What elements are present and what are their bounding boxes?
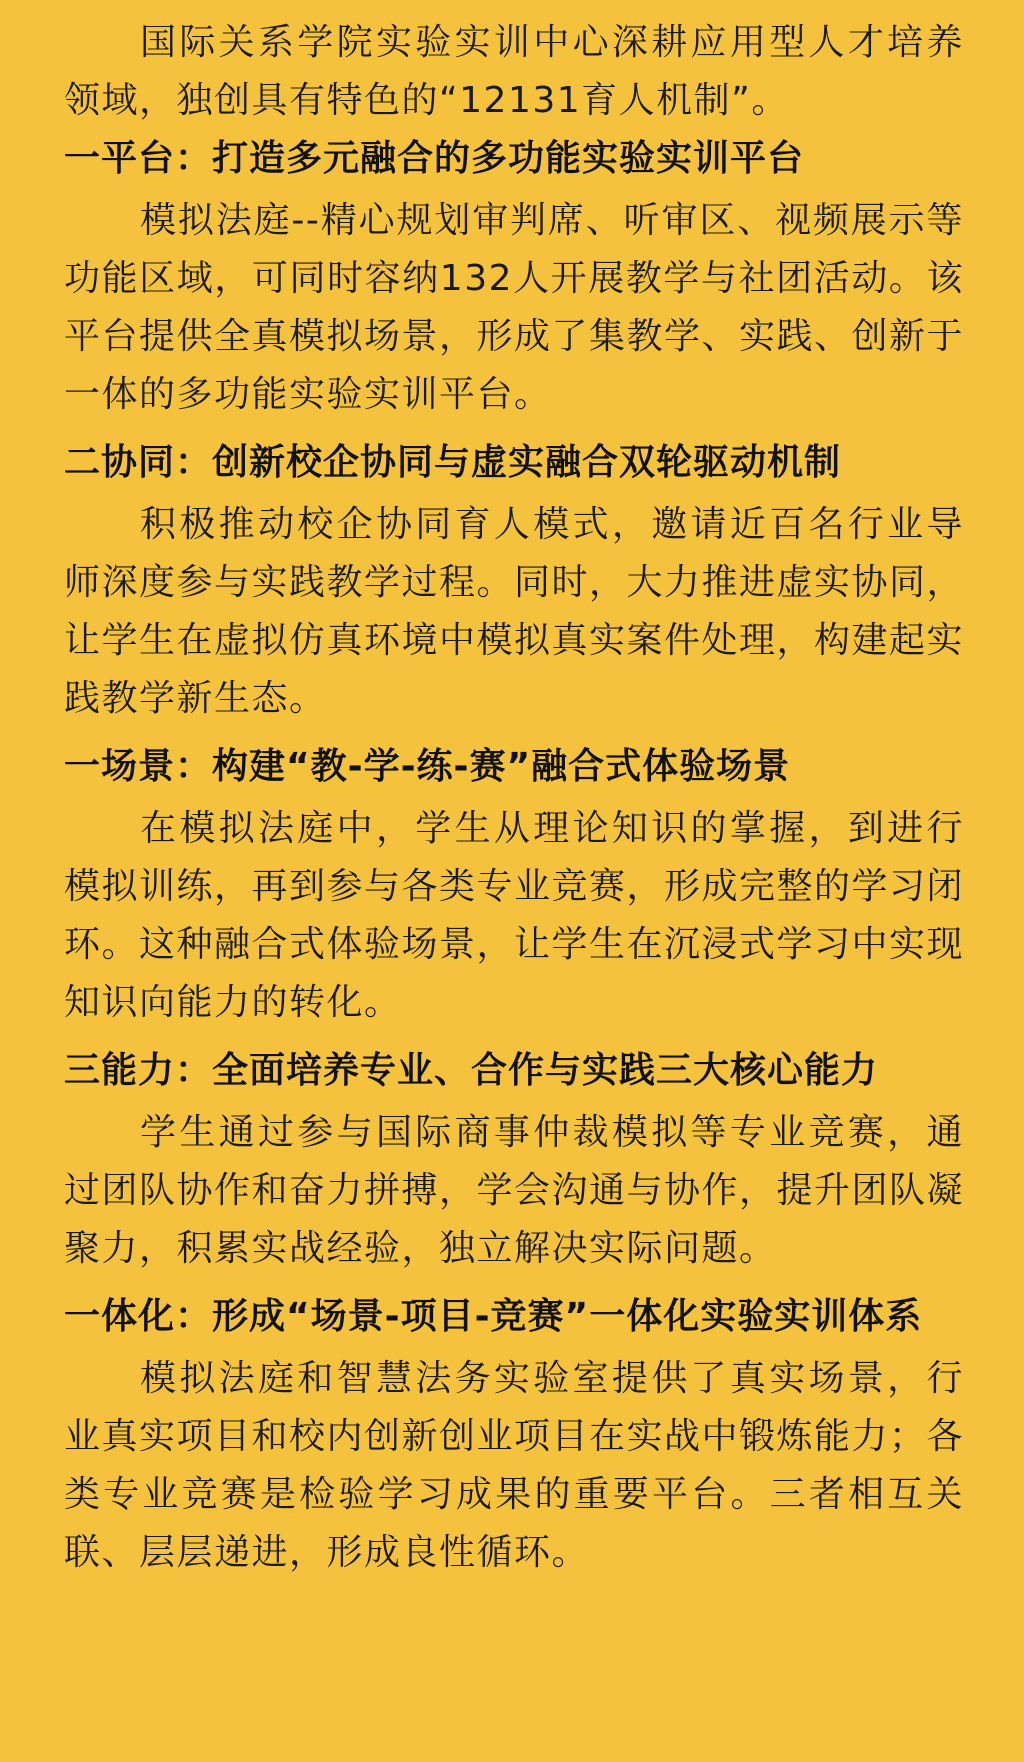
section-heading: 一平台：打造多元融合的多功能实验实训平台 [64,138,805,179]
section-body: 学生通过参与国际商事仲裁模拟等专业竞赛，通过团队协作和奋力拼搏，学会沟通与协作，提升团队凝聚力，积累实战经验，独立解决实际问题。 [64,1112,965,1269]
section-heading: 二协同：创新校企协同与虚实融合双轮驱动机制 [64,442,842,483]
section-heading: 一体化：形成“场景-项目-竞赛”一体化实验实训体系 [64,1296,923,1337]
section-abilities [64,1042,964,1278]
section-body: 模拟法庭--精心规划审判席、听审区、视频展示等功能区域，可同时容纳132人开展教学与社团活动。该平台提供全真模拟场景，形成了集教学、实践、创新于一体的多功能实验实训平台。 [64,200,965,415]
section-integration [64,1288,964,1582]
section-heading: 一场景：构建“教-学-练-赛”融合式体验场景 [64,746,791,787]
section-heading: 三能力：全面培养专业、合作与实践三大核心能力 [64,1050,879,1091]
section-platform [64,130,964,424]
intro-paragraph: 国际关系学院实验实训中心深耕应用型人才培养领域，独创具有特色的“12131育人机制”。 [64,22,964,121]
section-scenario [64,738,964,1032]
section-body: 在模拟法庭中，学生从理论知识的掌握，到进行模拟训练，再到参与各类专业竞赛，形成完整的学习闭环。这种融合式体验场景，让学生在沉浸式学习中实现知识向能力的转化。 [64,808,965,1023]
section-collaboration [64,434,964,728]
section-body: 模拟法庭和智慧法务实验室提供了真实场景，行业真实项目和校内创新创业项目在实战中锻炼能力；各类专业竞赛是检验学习成果的重要平台。三者相互关联、层层递进，形成良性循环。 [64,1358,965,1573]
section-body: 积极推动校企协同育人模式，邀请近百名行业导师深度参与实践教学过程。同时，大力推进虚实协同，让学生在虚拟仿真环境中模拟真实案件处理，构建起实践教学新生态。 [64,504,965,719]
